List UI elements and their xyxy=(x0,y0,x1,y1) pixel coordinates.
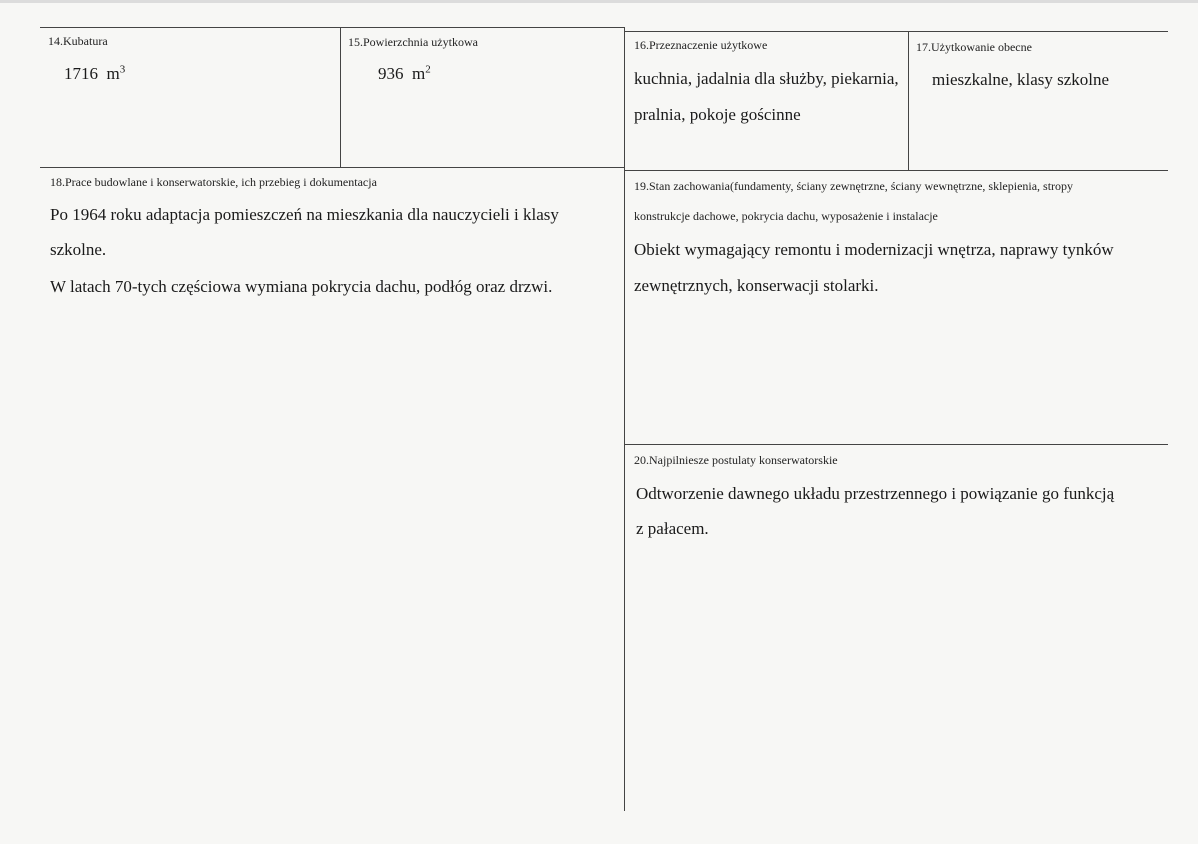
kubatura-label: 14.Kubatura xyxy=(48,34,108,48)
row1-top-border xyxy=(40,27,625,28)
stan-label-line-2: konstrukcje dachowe, pokrycia dachu, wyposażenie i instalacje xyxy=(634,209,938,223)
stan-line-1: Obiekt wymagający remontu i modernizacji wnętrza, naprawy tynków xyxy=(634,240,1114,259)
przeznaczenie-line-1: kuchnia, jadalnia dla służby, piekarnia, xyxy=(634,69,899,88)
divider-16-17 xyxy=(908,31,909,170)
uzytkowanie-label: 17.Użytkowanie obecne xyxy=(916,40,1032,54)
postulaty-line-2: z pałacem. xyxy=(636,519,709,538)
row2-top-border xyxy=(40,167,625,168)
powierzchnia-value xyxy=(378,64,431,84)
przeznaczenie-line-2: pralnia, pokoje gościnne xyxy=(634,105,801,124)
kubatura-unit: $m^3$ xyxy=(106,63,126,83)
row1-top-border-right xyxy=(625,31,1168,32)
prace-line-3: W latach 70-tych częściowa wymiana pokrycia dachu, podłóg oraz drzwi. xyxy=(50,277,553,296)
postulaty-label: 20.Najpilniesze postulaty konserwatorskie xyxy=(634,453,838,467)
divider-14-15 xyxy=(340,27,341,167)
kubatura-value xyxy=(64,64,125,84)
postulaty-line-1: Odtworzenie dawnego układu przestrzennego i powiązanie go funkcją xyxy=(636,484,1115,503)
przeznaczenie-label: 16.Przeznaczenie użytkowe xyxy=(634,38,768,52)
divider-center xyxy=(624,27,625,811)
scan-top-edge xyxy=(0,0,1198,3)
prace-line-1: Po 1964 roku adaptacja pomieszczeń na mieszkania dla nauczycieli i klasy xyxy=(50,205,559,224)
powierzchnia-unit: $m^2$ xyxy=(412,63,431,83)
kubatura-number: 1716 xyxy=(64,64,98,83)
stan-line-2: zewnętrznych, konserwacji stolarki. xyxy=(634,276,879,295)
row3-top-border xyxy=(625,444,1168,445)
powierzchnia-label: 15.Powierzchnia użytkowa xyxy=(348,35,478,49)
row2-top-border-right xyxy=(625,170,1168,171)
prace-label: 18.Prace budowlane i konserwatorskie, ich przebieg i dokumentacja xyxy=(50,175,377,189)
powierzchnia-number: 936 xyxy=(378,64,404,83)
uzytkowanie-line-1: mieszkalne, klasy szkolne xyxy=(932,70,1110,89)
prace-line-2: szkolne. xyxy=(50,240,107,259)
stan-label-line-1: 19.Stan zachowania(fundamenty, ściany zewnętrzne, ściany wewnętrzne, sklepienia, stropy xyxy=(634,179,1074,193)
